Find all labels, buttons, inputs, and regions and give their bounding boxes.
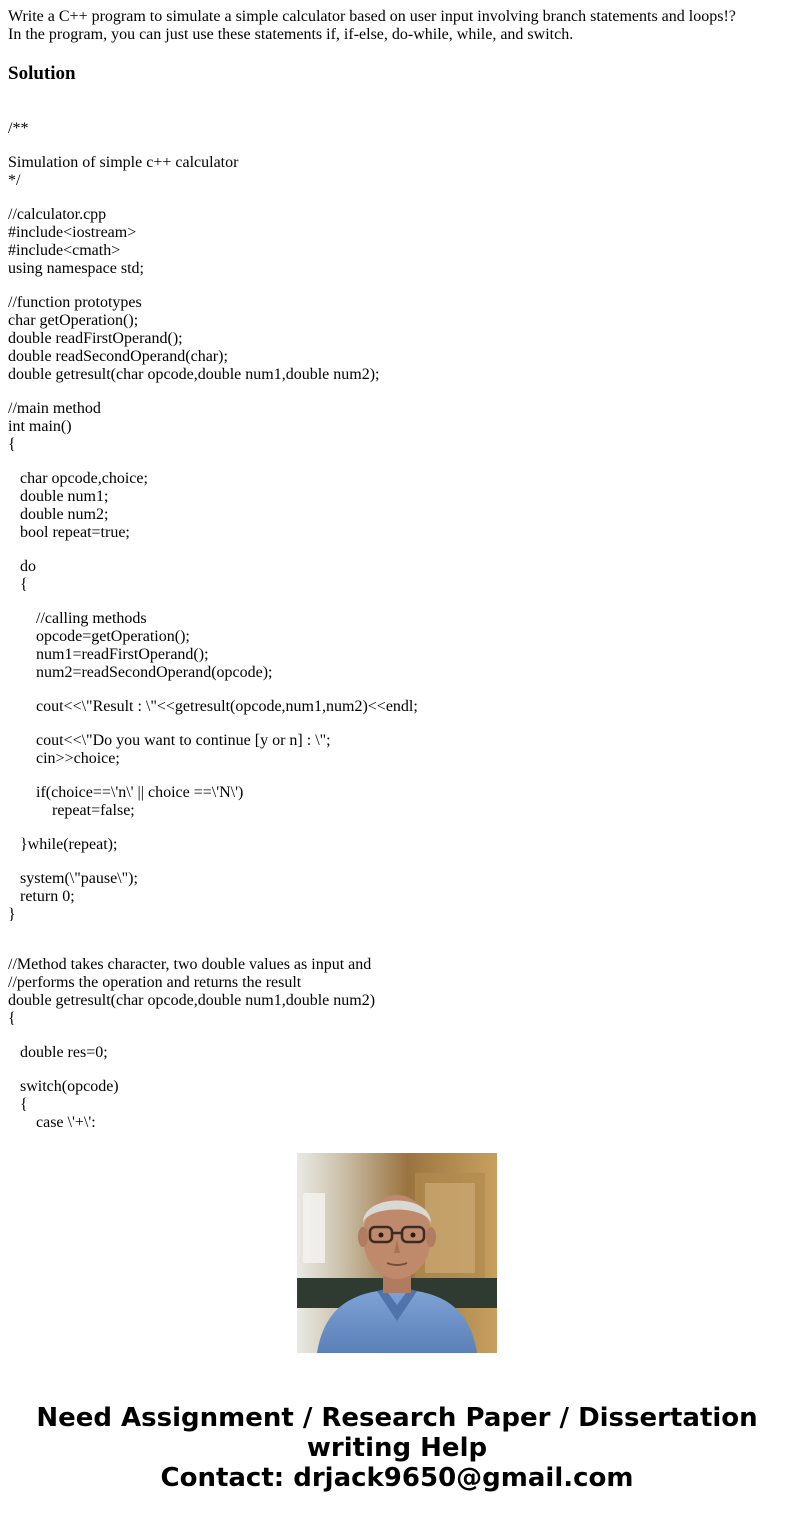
code-line: cout<<\"Result : \"<<getresult(opcode,num1,num2)<<endl; — [8, 698, 418, 715]
code-blank-line — [8, 278, 788, 294]
code-blank-line — [8, 682, 788, 698]
code-line: #include<cmath> — [8, 242, 121, 259]
code-blank-line — [8, 542, 788, 558]
code-line: if(choice==\'n\' || choice ==\'N\') — [8, 784, 244, 801]
code-line: opcode=getOperation(); — [8, 628, 190, 645]
banner-contact: Contact: drjack9650@gmail.com — [160, 1463, 634, 1493]
code-line: char getOperation(); — [8, 312, 139, 329]
code-blank-line — [8, 854, 788, 870]
code-line: using namespace std; — [8, 260, 144, 277]
code-blank-line — [8, 716, 788, 732]
code-line: double num2; — [8, 506, 109, 523]
code-blank-line — [8, 594, 788, 610]
code-line: { — [8, 1096, 28, 1113]
code-blank-line — [8, 454, 788, 470]
question-text — [8, 8, 788, 44]
code-line: char opcode,choice; — [8, 470, 148, 487]
code-line: //performs the operation and returns the result — [8, 974, 302, 991]
code-line: repeat=false; — [8, 802, 135, 819]
code-line: //function prototypes — [8, 294, 142, 311]
code-blank-line — [8, 1062, 788, 1078]
code-line: }while(repeat); — [8, 836, 118, 853]
code-line: //Method takes character, two double values as input and — [8, 956, 372, 973]
code-line: //calculator.cpp — [8, 206, 107, 223]
banner-line-1: Need Assignment / Research Paper / Dissertation — [36, 1403, 758, 1433]
code-line: case \'+\': — [8, 1114, 96, 1131]
code-line: double res=0; — [8, 1044, 108, 1061]
code-blank-line — [8, 924, 788, 940]
solution-heading: Solution — [8, 63, 76, 84]
code-line: double num1; — [8, 488, 109, 505]
code-line: switch(opcode) — [8, 1078, 119, 1095]
code-blank-line — [8, 820, 788, 836]
question-line-2: In the program, you can just use these statements if, if-else, do-while, while, and switch. — [8, 26, 574, 43]
code-line: //calling methods — [8, 610, 147, 627]
code-line: { — [8, 576, 28, 593]
promo-banner — [0, 1403, 794, 1493]
code-blank-line — [8, 138, 788, 154]
code-blank-line — [8, 940, 788, 956]
code-line: //main method — [8, 400, 101, 417]
code-line: /** — [8, 120, 29, 137]
code-blank-line — [8, 384, 788, 400]
code-line: num2=readSecondOperand(opcode); — [8, 664, 273, 681]
code-line: double getresult(char opcode,double num1,double num2); — [8, 366, 380, 383]
code-line: cout<<\"Do you want to continue [y or n] : \"; — [8, 732, 331, 749]
code-line: double readSecondOperand(char); — [8, 348, 228, 365]
code-line: double getresult(char opcode,double num1,double num2) — [8, 992, 376, 1009]
code-line: num1=readFirstOperand(); — [8, 646, 209, 663]
author-portrait-icon — [297, 1153, 497, 1353]
code-line: double readFirstOperand(); — [8, 330, 183, 347]
code-line: do — [8, 558, 36, 575]
code-line: #include<iostream> — [8, 224, 137, 241]
code-line: return 0; — [8, 888, 75, 905]
solution-code — [8, 120, 788, 1131]
author-avatar — [297, 1153, 497, 1353]
code-line: { — [8, 1010, 16, 1027]
code-line: */ — [8, 172, 21, 189]
code-line: cin>>choice; — [8, 750, 120, 767]
code-line: Simulation of simple c++ calculator — [8, 154, 239, 171]
code-line: system(\"pause\"); — [8, 870, 138, 887]
question-line-1: Write a C++ program to simulate a simple calculator based on user input involving branch statements and loops!? — [8, 8, 736, 25]
code-line: bool repeat=true; — [8, 524, 130, 541]
code-line: } — [8, 906, 16, 923]
code-blank-line — [8, 190, 788, 206]
code-blank-line — [8, 768, 788, 784]
code-blank-line — [8, 1028, 788, 1044]
code-line: int main() — [8, 418, 72, 435]
banner-line-2: writing Help — [306, 1433, 488, 1463]
code-line: { — [8, 436, 16, 453]
